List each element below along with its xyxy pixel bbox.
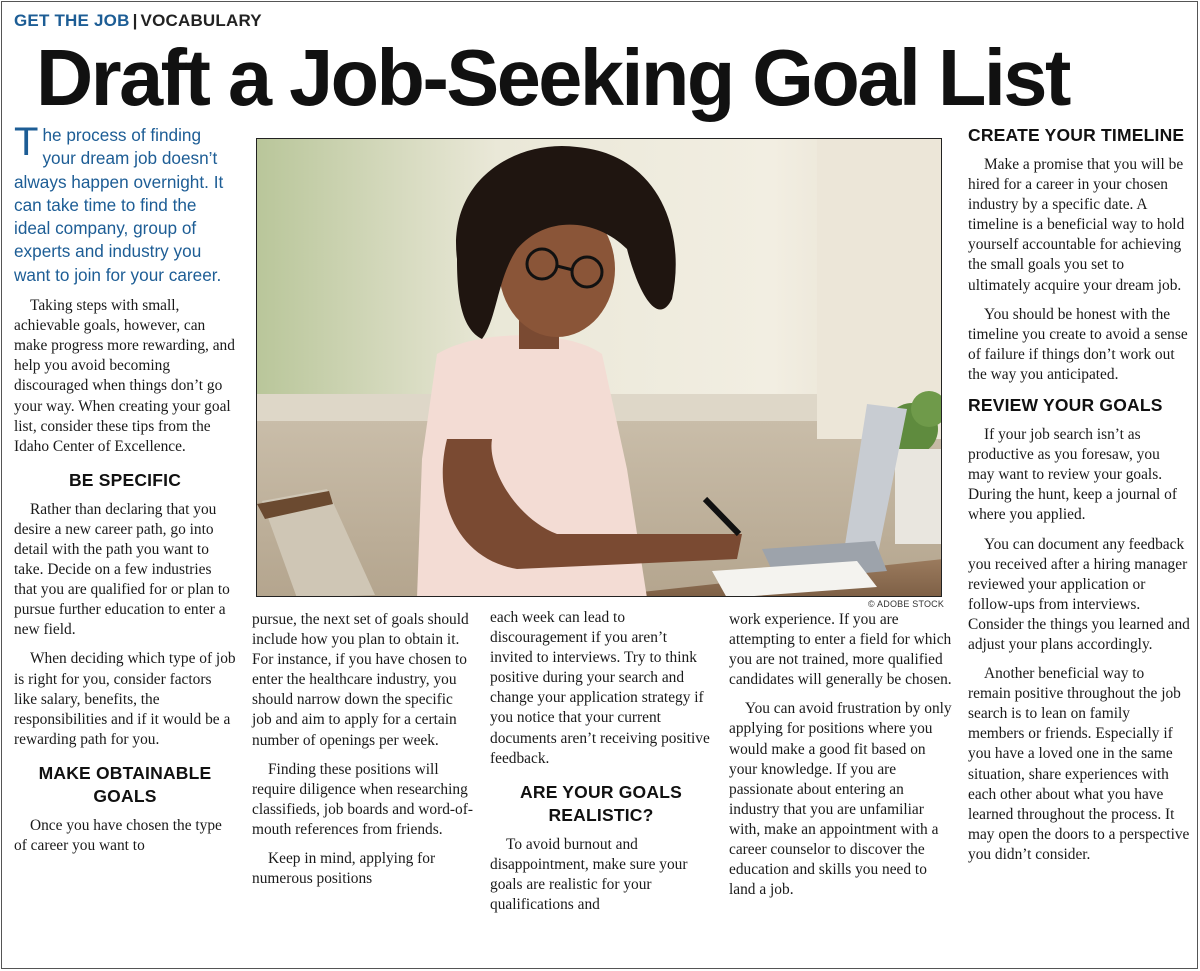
headline: Draft a Job-Seeking Goal List (36, 33, 1069, 122)
photo-woman-writing (256, 138, 942, 597)
paragraph: You should be honest with the timeline you create to avoid a sense of failure if things don’t work out the way you anticipated. (968, 305, 1188, 383)
lede-dropcap: T (14, 120, 39, 164)
column-3 (490, 608, 712, 924)
lede-text: he process of finding your dream job doesn’t always happen overnight. It can take time to find the ideal company, group of experts and industry you want to join for your career. (14, 125, 224, 285)
paragraph: You can avoid frustration by only applying for positions where you would make a good fit based on your knowledge. If you are passionate about entering an industry that you are unfamiliar with, make an appointment with a career counselor to discover the education and skills you need to land a job. (729, 700, 952, 899)
photo-illustration (257, 139, 942, 597)
column-2 (252, 610, 474, 898)
paragraph: You can document any feedback you received after a hiring manager reviewed your application or follow-ups from interviews. Consider the things you learned and adjust your plans accordingly. (968, 535, 1190, 653)
kicker-topic: VOCABULARY (140, 11, 262, 30)
subheading-make-obtainable-goals: MAKE OBTAINABLE GOALS (38, 762, 212, 806)
paragraph: pursue, the next set of goals should include how you plan to obtain it. For instance, if you have chosen to enter the healthcare industry, you should narrow down the specific job and aim to apply for a certain number of openings per week. (252, 611, 469, 749)
paragraph: each week can lead to discouragement if you aren’t invited to interviews. Try to think positive during your search and change your application strategy if you notice that your current documents aren’t receiving positive feedback. (490, 609, 710, 767)
paragraph: work experience. If you are attempting to enter a field for which you are not trained, more qualified candidates will generally be chosen. (729, 611, 952, 689)
paragraph: To avoid burnout and disappointment, make sure your goals are realistic for your qualifications and (490, 835, 688, 914)
paragraph: Make a promise that you will be hired for a career in your chosen industry by a specific date. A timeline is a beneficial way to hold yourself accountable for achieving the small goals you set to ultimately acquire your dream job. (968, 156, 1185, 294)
subheading-review-your-goals: REVIEW YOUR GOALS (968, 395, 1163, 416)
paragraph: Rather than declaring that you desire a new career path, go into detail with the path you want to take. Decide on a few industries that you are qualified for or plan to pursue further education to enter a new field. (14, 500, 230, 639)
column-4 (729, 610, 953, 909)
subheading-are-your-goals-realistic: ARE YOUR GOALS REALISTIC? (520, 781, 682, 825)
photo-credit: © ADOBE STOCK (868, 599, 945, 609)
paragraph: Another beneficial way to remain positive throughout the job search is to lean on family members or friends. Especially if you have a loved one in the same situation, share experiences with each other about what you have learned throughout the process. It may open the doors to a perspective you didn’t consider. (968, 665, 1190, 863)
subheading-create-your-timeline: CREATE YOUR TIMELINE (968, 125, 1185, 145)
paragraph: Taking steps with small, achievable goals, however, can make progress more rewarding, and help you avoid becoming discouraged when things don’t go your way. When creating your goal list, consider these tips from the Idaho Center of Excellence. (14, 297, 235, 455)
paragraph: If your job search isn’t as productive as you foresaw, you may want to review your goals. During the hunt, keep a journal of where you applied. (968, 426, 1177, 524)
paragraph: Keep in mind, applying for numerous positions (252, 850, 436, 888)
paragraph: Finding these positions will require diligence when researching classifieds, job boards and word-of-mouth references from friends. (252, 760, 473, 838)
section-kicker (14, 11, 262, 31)
paragraph: Once you have chosen the type of career you want to (14, 816, 222, 855)
subheading-be-specific: BE SPECIFIC (68, 469, 182, 490)
lede (14, 120, 236, 287)
column-5 (968, 124, 1190, 874)
kicker-section: GET THE JOB (14, 11, 130, 30)
kicker-separator: | (132, 11, 138, 30)
paragraph: When deciding which type of job is right for you, consider factors like salary, benefits, the responsibilities and if it would be a rewarding path for you. (14, 650, 236, 748)
column-1 (14, 120, 236, 865)
